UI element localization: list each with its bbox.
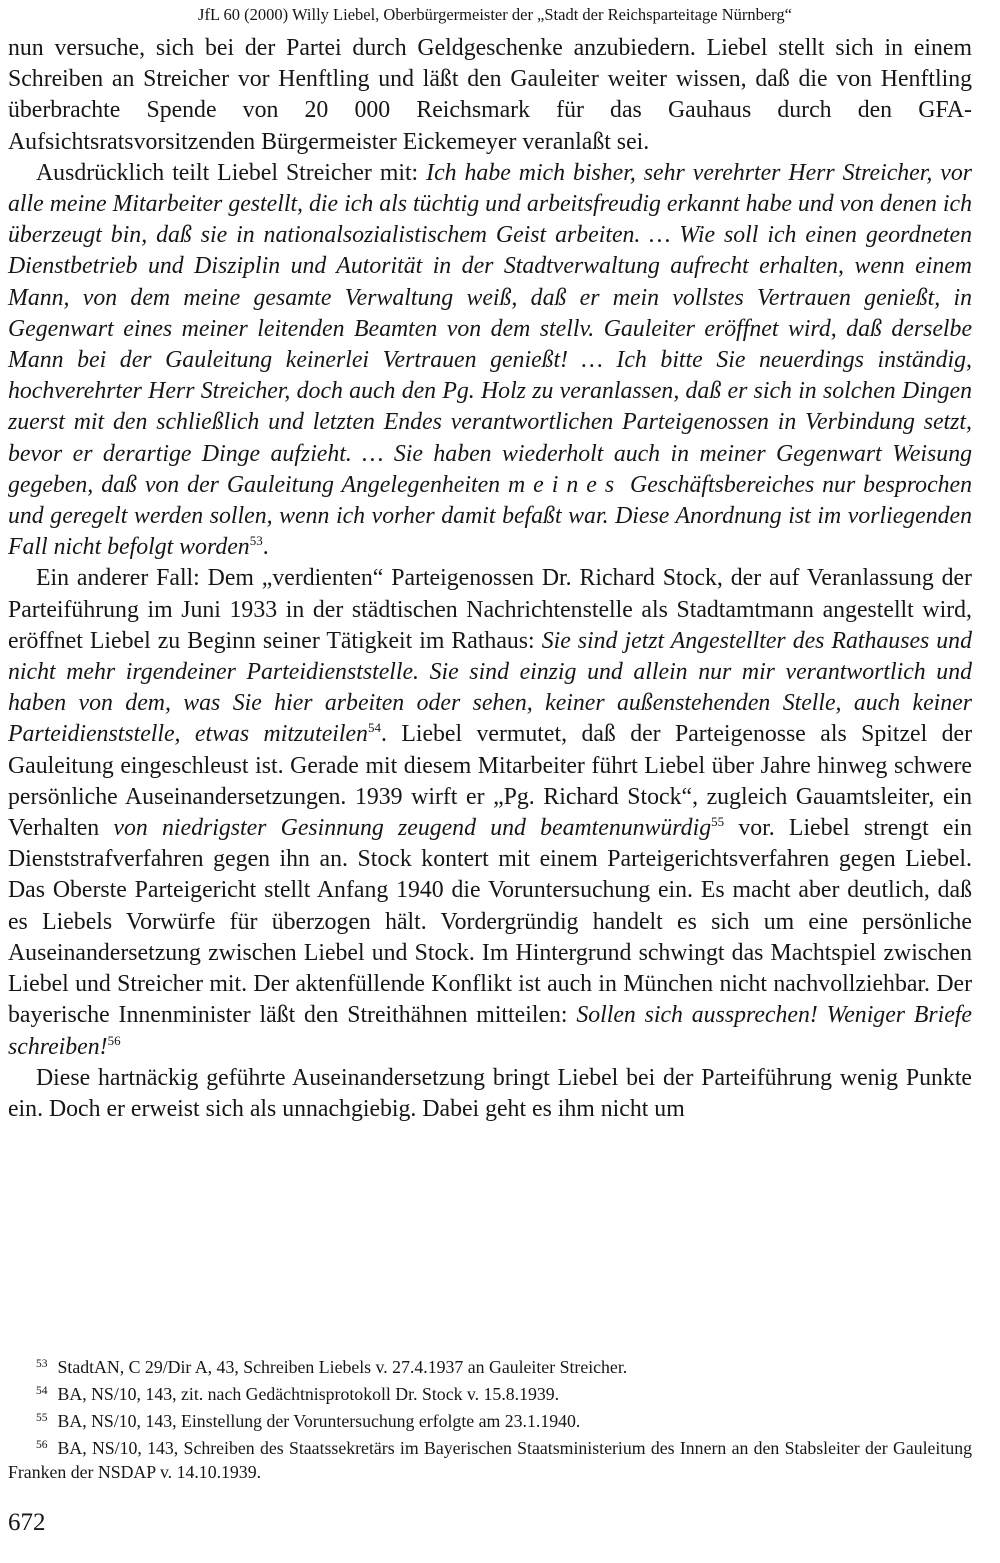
paragraph-3-text-a: Ein anderer Fall: Dem „verdienten“ Parteigenossen Dr. Richard Stock, der auf Veranlassung der Parteiführung im Juni 1933 in der städtischen Nachrichtenstelle als Stadtamtmann angestellt wird, eröffnet Liebel zu Beginn seiner Tätigkeit im Rathaus:	[8, 565, 972, 654]
footnote-ref-53: 53	[249, 533, 263, 549]
footnote	[8, 1379, 972, 1406]
paragraph-2-lead: Ausdrücklich teilt Liebel Streicher mit:	[36, 159, 427, 186]
footnote-number: 55	[36, 1412, 48, 1424]
quote-spaced-emphasis: meines	[508, 471, 623, 498]
footnote-text: BA, NS/10, 143, zit. nach Gedächtnisprotokoll Dr. Stock v. 15.8.1939.	[57, 1384, 560, 1404]
footnote-text: BA, NS/10, 143, Einstellung der Voruntersuchung erfolgte am 23.1.1940.	[57, 1411, 581, 1431]
body-text	[8, 33, 972, 1125]
footnote-text: StadtAN, C 29/Dir A, 43, Schreiben Liebels v. 27.4.1937 an Gauleiter Streicher.	[57, 1357, 628, 1377]
footnote-number: 54	[36, 1385, 48, 1397]
footnote-number: 56	[36, 1439, 48, 1451]
footnote	[8, 1352, 972, 1379]
paragraph-2	[8, 158, 972, 564]
quote-liebel-letter-part-1: Ich habe mich bisher, sehr verehrter Herr Streicher, vor alle meine Mitarbeiter gestellt, die ich als tüchtig und arbeitsfreudig erkannt habe und von denen ich überzeugt bin, daß sie in nationalsozialistischem Geist arbeiten. … Wie soll ich einen geordneten Dienstbetrieb und Disziplin und Autorität in der Stadtverwaltung aufrecht erhalten, wenn einem Mann, von dem meine gesamte Verwaltung weiß, daß er mein vollstes Vertrauen genießt, in Gegenwart eines meiner leitenden Beamten von dem stellv. Gauleiter eröffnet wird, daß derselbe Mann bei der Gauleitung keinerlei Vertrauen genießt! … Ich bitte Sie neuerdings inständig, hochverehrter Herr Streicher, doch auch den Pg. Holz zu veranlassen, daß er sich in solchen Dingen zuerst mit den schließlich und letzten Endes verantwortlichen Parteigenossen in Verbindung setzt, bevor er derartige Dinge aufzieht. … Sie haben wiederholt auch in meiner Gegenwart Weisung gegeben, daß von der Gauleitung Angelegenheiten	[8, 159, 973, 498]
page-number: 672	[8, 1509, 46, 1536]
quote-liebel-letter-part-2: Geschäftsbereiches nur besprochen und geregelt werden sollen, wenn ich vorher damit befaßt war. Diese Anordnung ist im vorliegenden Fall nicht befolgt worden	[8, 471, 972, 561]
footnote	[8, 1406, 972, 1433]
paragraph-3-text-b: . Liebel vermutet, daß der Parteigenosse als Spitzel der Gauleitung eingeschleust ist. Gerade mit diesem Mitarbeiter führt Liebel über Jahre hinweg schwere persönliche Auseinandersetzungen. 1939 wirft er „Pg. Richard Stock“, zugleich Gauamtsleiter, ein Verhalten	[8, 721, 972, 842]
paragraph-3-text-c: vor. Liebel strengt ein Dienststrafverfahren gegen ihn an. Stock kontert mit einem Parteigerichtsverfahren gegen Liebel. Das Oberste Parteigericht stellt Anfang 1940 die Voruntersuchung ein. Es macht aber deutlich, daß es Liebels Vorwürfe für überzogen hält. Vordergründig handelt es sich um eine persönliche Auseinandersetzung zwischen Liebel und Stock. Im Hintergrund schwingt das Machtspiel zwischen Liebel und Streicher mit. Der aktenfüllende Konflikt ist auch in München nicht nachvollziehbar. Der bayerische Innenminister läßt den Streithähnen mitteilen:	[8, 815, 972, 1029]
paragraph-4: Diese hartnäckig geführte Auseinandersetzung bringt Liebel bei der Parteiführung wenig Punkte ein. Doch er erweist sich als unnachgiebig. Dabei geht es ihm nicht um	[8, 1064, 972, 1122]
footnote-number: 53	[36, 1358, 48, 1370]
footnote-text: BA, NS/10, 143, Schreiben des Staatssekretärs im Bayerischen Staatsministerium des Innern an den Stabsleiter der Gauleitung Franken der NSDAP v. 14.10.1939.	[8, 1438, 972, 1482]
footnote-ref-56: 56	[107, 1032, 121, 1048]
paragraph-3	[8, 563, 972, 1062]
quote-behaviour: von niedrigster Gesinnung zeugend und beamtenunwürdig	[113, 815, 712, 842]
quote-liebel-to-stock: Sie sind jetzt Angestellter des Rathauses und nicht mehr irgendeiner Parteidienststelle. Sie sind einzig und allein nur mir verantwortlich und haben von dem, was Sie hier arbeiten oder sehen, keiner außenstehenden Stelle, auch keiner Parteidienststelle, etwas mitzuteilen	[8, 627, 972, 748]
footnotes	[8, 1352, 972, 1484]
footnote	[8, 1433, 972, 1484]
footnote-ref-54: 54	[367, 720, 381, 736]
footnote-ref-55: 55	[711, 814, 725, 830]
paragraph-2-end: .	[262, 534, 269, 561]
quote-interior-minister: Sollen sich aussprechen! Weniger Briefe schreiben!	[8, 1002, 972, 1060]
running-head: JfL 60 (2000) Willy Liebel, Oberbürgermeister der „Stadt der Reichsparteitage Nürnberg“	[198, 5, 792, 24]
paragraph-1: nun versuche, sich bei der Partei durch Geldgeschenke anzubiedern. Liebel stellt sich in einem Schreiben an Streicher vor Henftling und läßt den Gauleiter weiter wissen, daß die von Henftling überbrachte Spende von 20 000 Reichsmark für das Gauhaus durch den GFA-Aufsichtsratsvorsitzenden Bürgermeister Eickemeyer veranlaßt sei.	[8, 35, 972, 155]
